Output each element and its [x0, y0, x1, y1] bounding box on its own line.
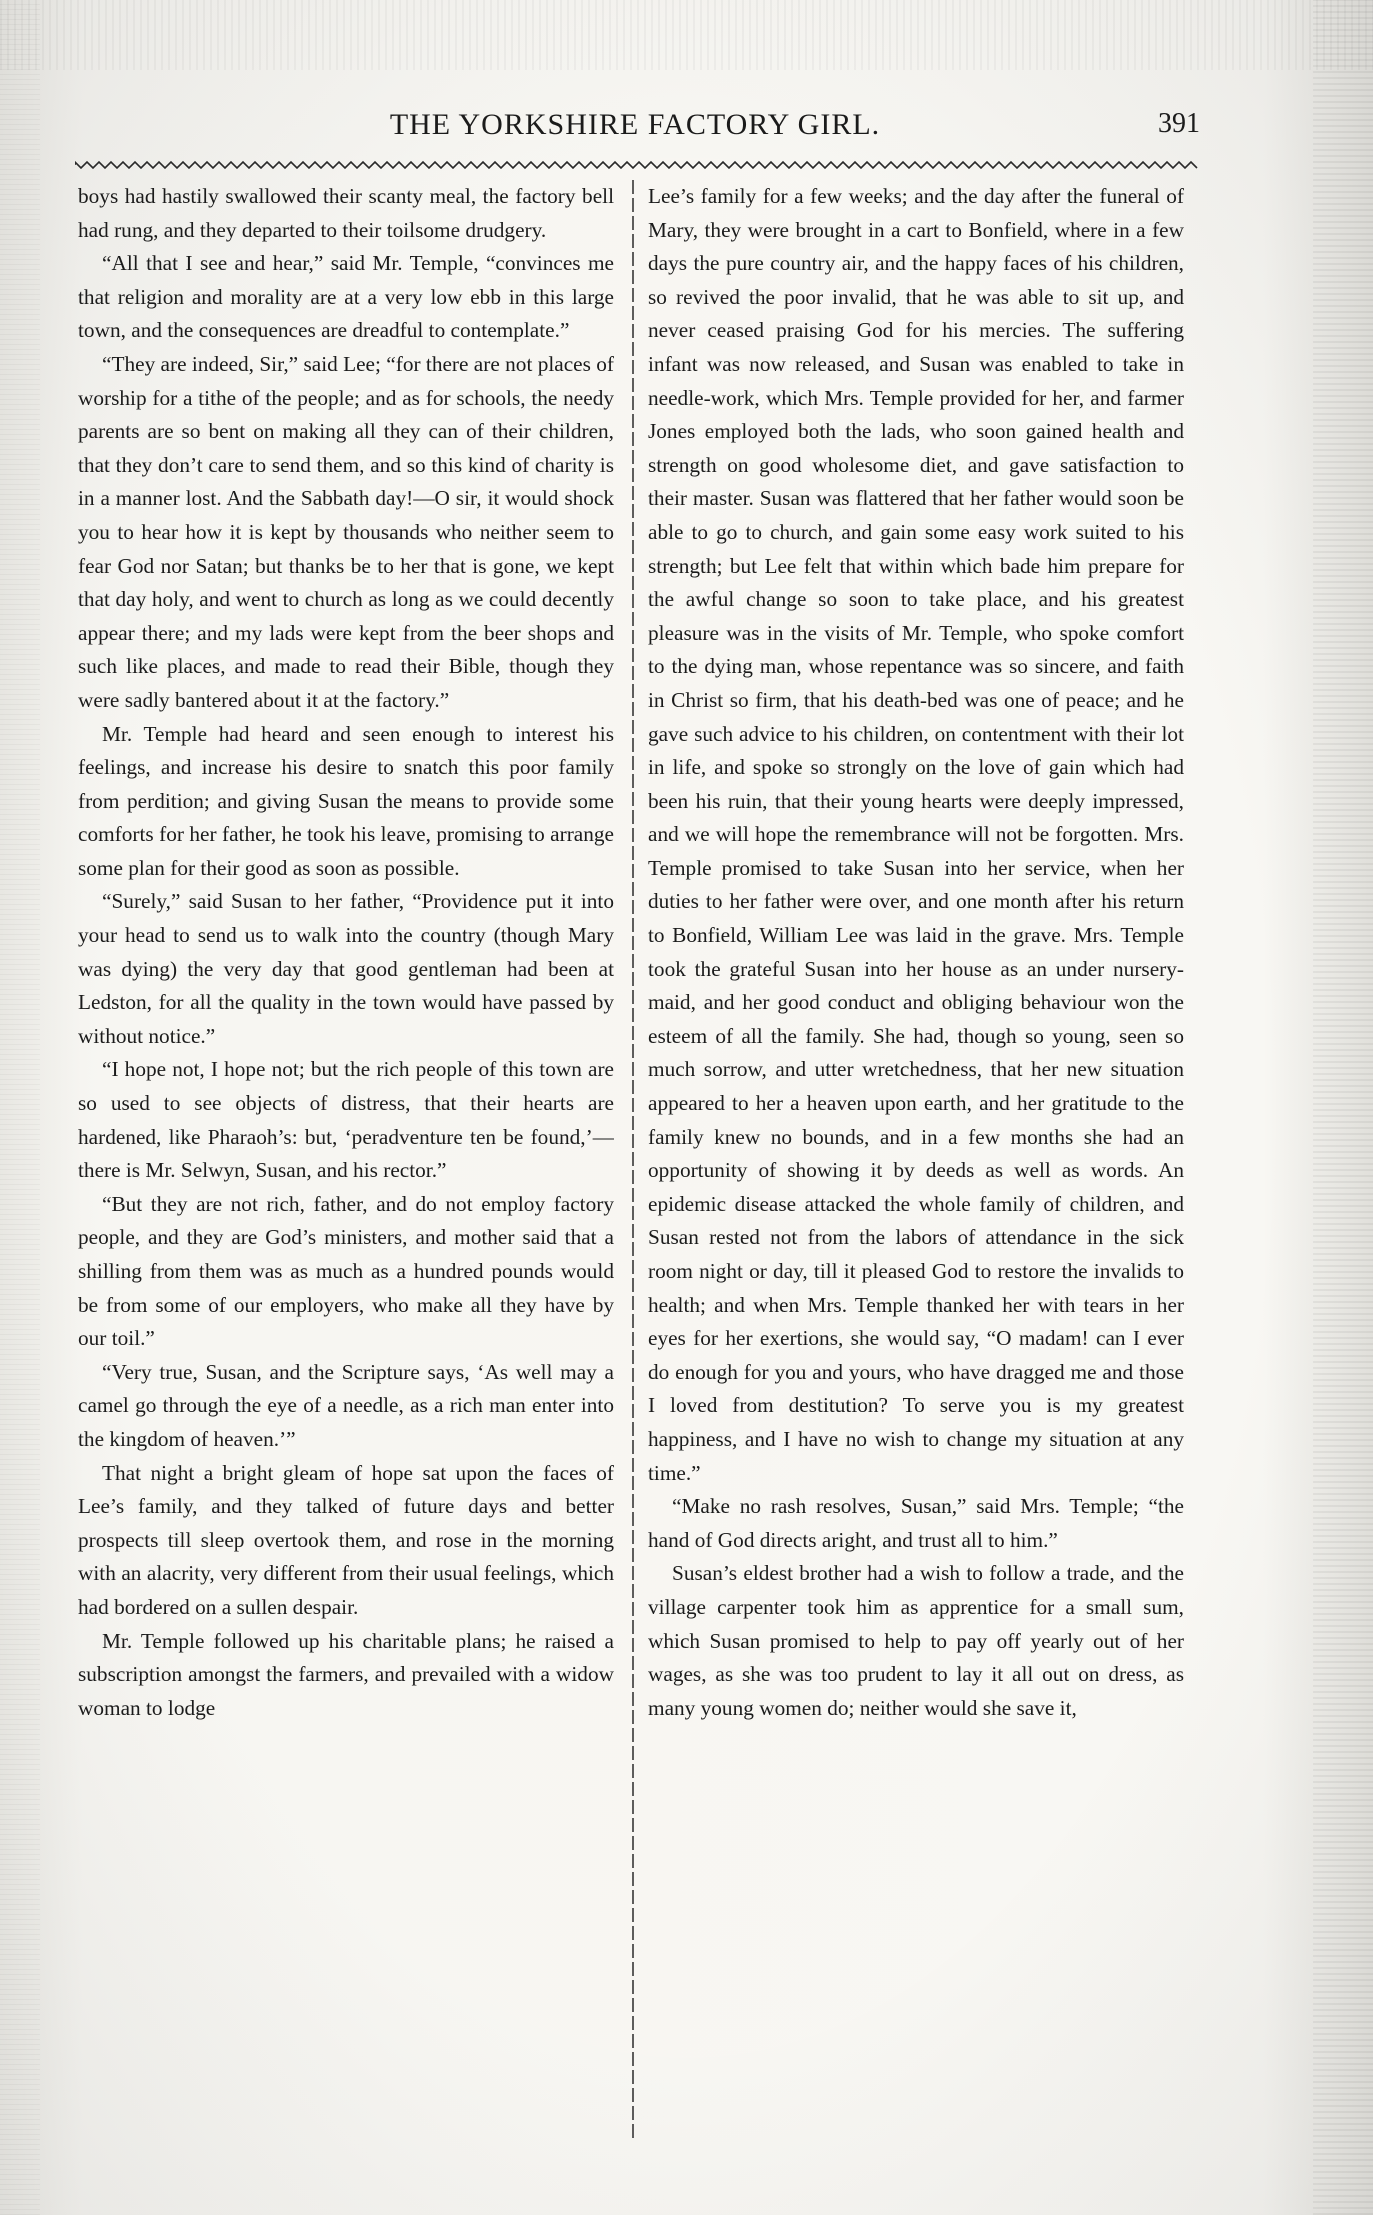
paragraph: Mr. Temple followed up his charitable plans; he raised a subscription amongst the farmers, and prevailed with a widow woman to lodge [78, 1628, 614, 1720]
paragraph: “They are indeed, Sir,” said Lee; “for there are not places of worship for a tithe of the people; and as for schools, the needy parents are so bent on making all they can of their children, that they don’t care to send them, and so this kind of charity is in a manner lost. And the Sabbath day!—O sir, it would shock you to hear how it is kept by thousands who neither seem to fear God nor Satan; but thanks be to her that is gone, we kept that day holy, and went to church as long as we could decently appear there; and my lads were kept from the beer shops and such like places, and made to read their Bible, though they were sadly bantered about it at the factory.” [78, 351, 614, 712]
right-column [648, 180, 1184, 2150]
page-header [70, 108, 1200, 152]
header-wavy-rule [75, 160, 1200, 170]
column-divider [632, 180, 634, 2140]
paragraph: “But they are not rich, father, and do not employ factory people, and they are God’s ministers, and mother said that a shilling from them was as much as a hundred pounds would be from some of our employers, who make all they have by our toil.” [78, 1191, 614, 1351]
paragraph: “All that I see and hear,” said Mr. Temple, “convinces me that religion and morality are at a very low ebb in this large town, and the consequences are dreadful to contemplate.” [78, 251, 614, 343]
scan-edge-right [1313, 0, 1373, 2215]
paragraph: boys had hastily swallowed their scanty meal, the factory bell had rung, and they departed to their toilsome drudgery. [78, 184, 614, 242]
page-number: 391 [1158, 108, 1200, 139]
paragraph: “Very true, Susan, and the Scripture says, ‘As well may a camel go through the eye of a needle, as a rich man enter into the kingdom of heaven.’” [78, 1359, 614, 1451]
paragraph: “Make no rash resolves, Susan,” said Mrs. Temple; “the hand of God directs aright, and trust all to him.” [648, 1494, 1184, 1552]
paragraph: Mr. Temple had heard and seen enough to interest his feelings, and increase his desire to snatch this poor family from perdition; and giving Susan the means to provide some comforts for her father, he took his leave, promising to arrange some plan for their good as soon as possible. [78, 721, 614, 880]
paragraph: That night a bright gleam of hope sat upon the faces of Lee’s family, and they talked of future days and better prospects till sleep overtook them, and rose in the morning with an alacrity, very different from their usual feelings, which had bordered on a sullen despair. [78, 1460, 614, 1619]
left-column [78, 180, 614, 2150]
running-title: THE YORKSHIRE FACTORY GIRL. [389, 108, 881, 141]
scan-noise-top [0, 0, 1373, 70]
paragraph: Lee’s family for a few weeks; and the day after the funeral of Mary, they were brought in a cart to Bonfield, where in a few days the pure country air, and the happy faces of his children, so revived the poor invalid, that he was able to sit up, and never ceased praising God for his mercies. The suffering infant was now released, and Susan was enabled to take in needle-work, which Mrs. Temple provided for her, and farmer Jones employed both the lads, who soon gained health and strength on good wholesome diet, and gave satisfaction to their master. Susan was flattered that her father would soon be able to go to church, and gain some easy work suited to his strength; but Lee felt that within which bade him prepare for the awful change so soon to take place, and his greatest pleasure was in the visits of Mr. Temple, who spoke comfort to the dying man, whose repentance was so sincere, and faith in Christ so firm, that his death-bed was one of peace; and he gave such advice to his children, on contentment with their lot in life, and spoke so strongly on the love of gain which had been his ruin, that their young hearts were deeply impressed, and we will hope the remembrance will not be forgotten. Mrs. Temple promised to take Susan into her service, when her duties to her father were over, and one month after his return to Bonfield, William Lee was laid in the grave. Mrs. Temple took the grateful Susan into her house as an under nursery-maid, and her good conduct and obliging behaviour won the esteem of all the family. She had, though so young, seen so much sorrow, and utter wretchedness, that her new situation appeared to her a heaven upon earth, and her gratitude to the family knew no bounds, and in a few months she had an opportunity of showing it by deeds as well as words. An epidemic disease attacked the whole family of children, and Susan rested not from the labors of attendance in the sick room night or day, till it pleased God to restore the invalids to health; and when Mrs. Temple thanked her with tears in her eyes for her exertions, she would say, “O madam! can I ever do enough for you and yours, who have dragged me and those I loved from destitution? To serve you is my greatest happiness, and I have no wish to change my situation at any time.” [648, 184, 1184, 1485]
scan-edge-left [0, 0, 40, 2215]
paragraph: Susan’s eldest brother had a wish to follow a trade, and the village carpenter took him as apprentice for a small sum, which Susan promised to help to pay off yearly out of her wages, as she was too prudent to lay it all out on dress, as many young women do; neither would she save it, [648, 1561, 1184, 1720]
paragraph: “Surely,” said Susan to her father, “Providence put it into your head to send us to walk into the country (though Mary was dying) the very day that good gentleman had been at Ledston, for all the quality in the town would have passed by without notice.” [78, 889, 614, 1048]
paragraph: “I hope not, I hope not; but the rich people of this town are so used to see objects of distress, that their hearts are hardened, like Pharaoh’s: but, ‘peradventure ten be found,’—there is Mr. Selwyn, Susan, and his rector.” [78, 1057, 614, 1183]
